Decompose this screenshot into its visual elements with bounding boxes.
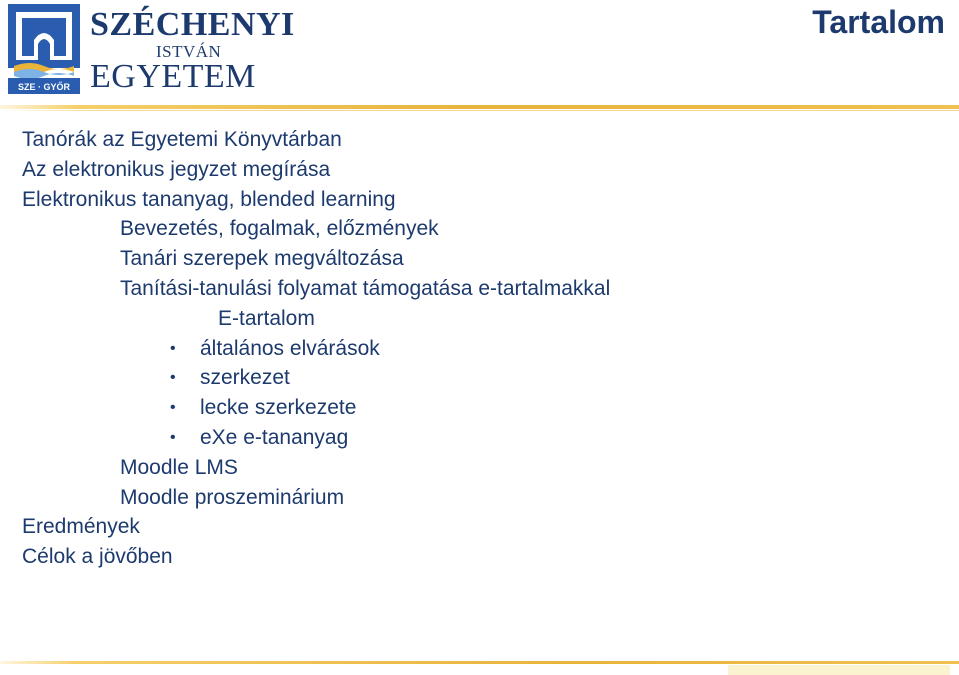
toc-item: Bevezetés, fogalmak, előzmények xyxy=(120,217,439,240)
header-divider-thin xyxy=(0,110,959,111)
toc-item: Célok a jövőben xyxy=(22,545,173,568)
footer-divider xyxy=(0,661,959,664)
footer-accent-box xyxy=(728,665,950,675)
university-emblem-icon xyxy=(8,4,80,94)
toc-item: szerkezet xyxy=(200,366,290,389)
toc-item: általános elvárások xyxy=(200,337,380,360)
toc-bullet: • xyxy=(170,399,176,416)
logo-line-2: ISTVÁN xyxy=(156,42,222,61)
logo-line-1: SZÉCHENYI xyxy=(90,6,295,43)
logo-line-3: EGYETEM xyxy=(90,58,256,95)
toc-item: eXe e-tananyag xyxy=(200,426,349,449)
toc-item: Moodle LMS xyxy=(120,456,238,479)
toc-bullet: • xyxy=(170,369,176,386)
toc-item: Az elektronikus jegyzet megírása xyxy=(22,158,331,181)
header-divider xyxy=(0,105,959,109)
logo-wordmark xyxy=(90,4,330,96)
toc-item: Tanórák az Egyetemi Könyvtárban xyxy=(22,128,342,151)
toc-bullet: • xyxy=(170,429,176,446)
university-logo xyxy=(8,4,328,96)
toc-item: lecke szerkezete xyxy=(200,396,357,419)
toc-item: Tanítási-tanulási folyamat támogatása e-tartalmakkal xyxy=(120,277,611,300)
toc-item: Moodle proszeminárium xyxy=(120,486,345,509)
toc-bullet: • xyxy=(170,340,176,357)
toc-item: Eredmények xyxy=(22,515,140,538)
toc-item: Elektronikus tananyag, blended learning xyxy=(22,188,396,211)
toc-item: Tanári szerepek megváltozása xyxy=(120,247,404,270)
toc-item: E-tartalom xyxy=(218,307,315,330)
emblem-label: SZE · GYŐR xyxy=(17,82,71,92)
page-title: Tartalom xyxy=(812,4,945,40)
